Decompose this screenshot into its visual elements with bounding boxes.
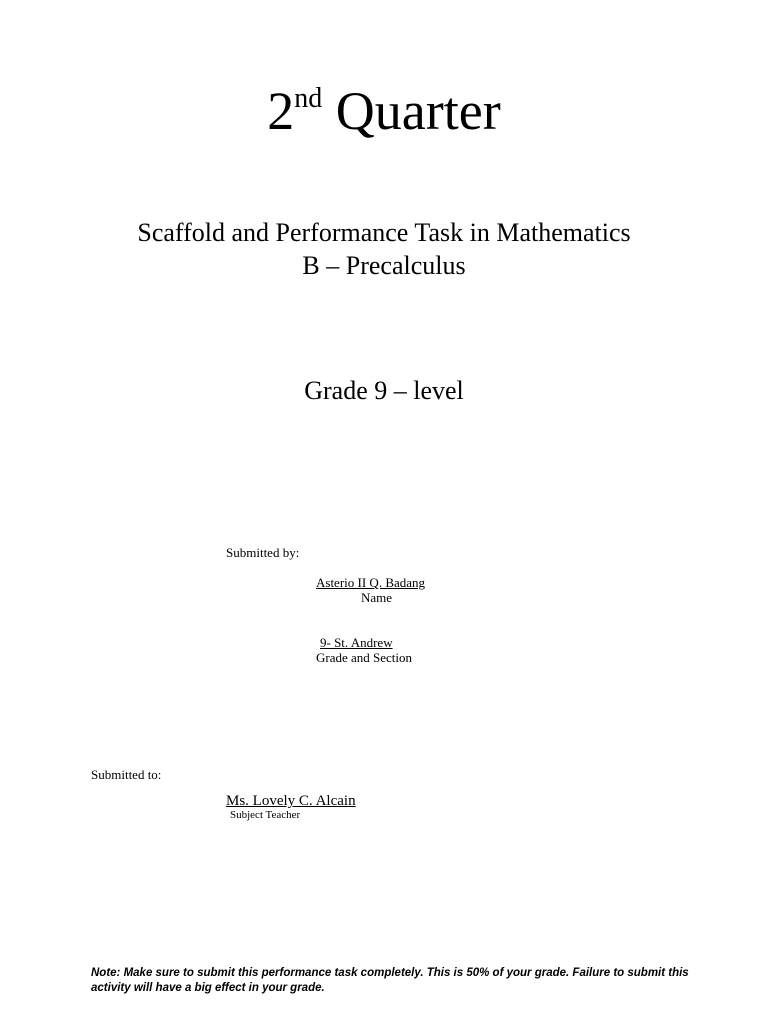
quarter-suffix: nd <box>294 83 323 114</box>
submitted-to-label: Submitted to: <box>91 767 162 782</box>
grade-section-value: 9- St. Andrew <box>320 635 393 650</box>
grade-level: Grade 9 – level <box>304 376 464 405</box>
teacher-caption: Subject Teacher <box>230 809 301 821</box>
quarter-word: Quarter <box>335 81 501 141</box>
teacher-name: Ms. Lovely C. Alcain <box>226 793 356 809</box>
quarter-title <box>0 78 768 154</box>
subject-title: Scaffold and Performance Task in Mathematics <box>137 218 631 247</box>
submission-note: Note: Make sure to submit this performance task completely. This is 50% of your grade. Failure to submit this activity will have a big effect in your grade. <box>91 967 689 994</box>
name-caption: Name <box>361 590 393 605</box>
grade-section-caption: Grade and Section <box>316 650 413 665</box>
quarter-number: 2 <box>267 81 295 141</box>
submitted-by-label: Submitted by: <box>226 545 300 560</box>
subject-subtitle: B – Precalculus <box>302 251 466 280</box>
student-name: Asterio II Q. Badang <box>316 575 426 590</box>
